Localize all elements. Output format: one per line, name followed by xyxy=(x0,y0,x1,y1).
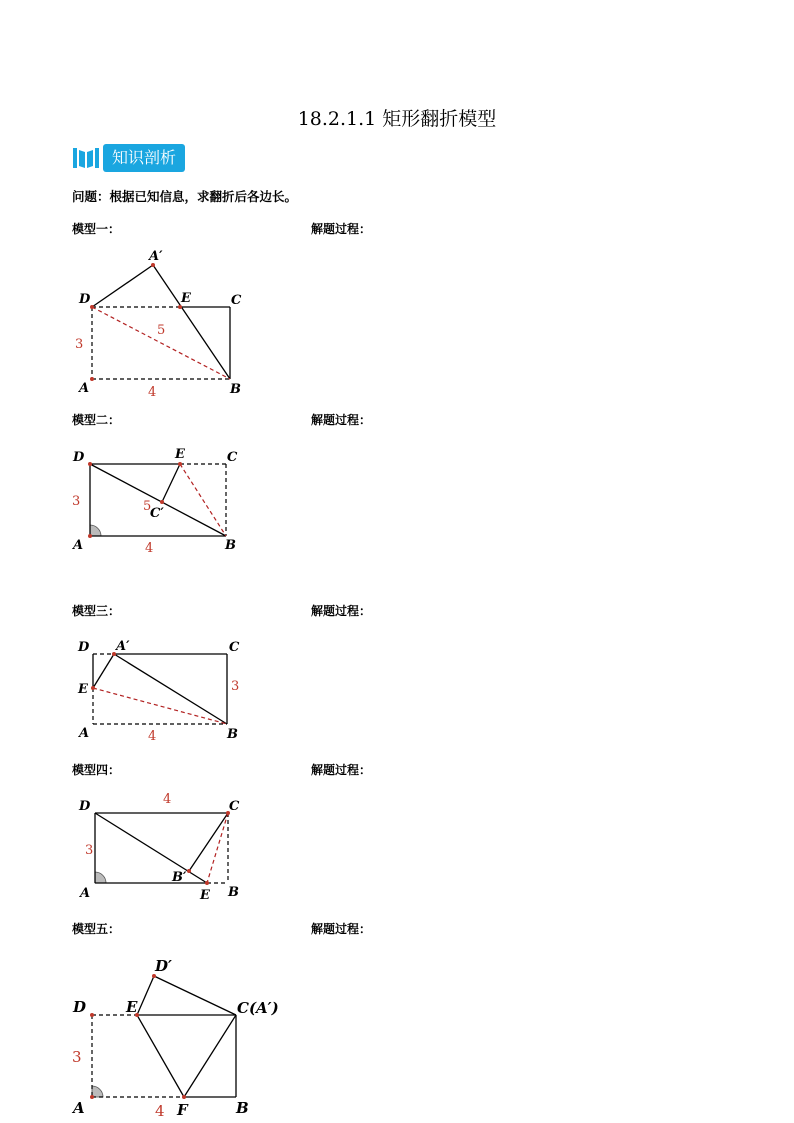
label-a: A xyxy=(73,1099,85,1117)
model-2-solution-label: 解题过程： xyxy=(311,413,372,427)
label-a: A xyxy=(73,538,84,553)
model-4-solution-label: 解题过程： xyxy=(311,763,372,777)
model-5-solution-label: 解题过程： xyxy=(311,922,372,936)
label-c: C(A′) xyxy=(237,999,279,1017)
label-c1: C′ xyxy=(150,506,164,521)
label-c: C xyxy=(229,799,240,814)
num-3: 3 xyxy=(72,494,81,509)
num-3: 3 xyxy=(72,1048,82,1066)
question-text: 问题：根据已知信息，求翻折后各边长。 xyxy=(72,189,298,204)
label-b1: B′ xyxy=(172,870,187,885)
label-e: E xyxy=(175,447,185,462)
model-4-label: 模型四： xyxy=(72,763,121,777)
fold-ef xyxy=(137,1015,184,1097)
label-d: D xyxy=(78,640,90,655)
label-e: E xyxy=(200,888,210,903)
num-5: 5 xyxy=(157,323,166,338)
num-4: 4 xyxy=(163,792,172,807)
num-3: 3 xyxy=(75,337,84,352)
label-c: C xyxy=(231,293,242,308)
model-1-label: 模型一： xyxy=(72,222,121,236)
label-d: D xyxy=(79,292,91,307)
label-a1: A′ xyxy=(116,639,130,654)
model-3-label: 模型三： xyxy=(72,604,121,618)
point-a xyxy=(90,1095,94,1099)
num-3: 3 xyxy=(231,679,240,694)
label-b: B xyxy=(230,382,241,397)
num-4: 4 xyxy=(155,1102,165,1120)
label-b: B xyxy=(236,1099,249,1117)
label-e: E xyxy=(181,291,191,306)
label-e: E xyxy=(126,998,138,1016)
label-a: A xyxy=(80,886,91,901)
label-d: D xyxy=(79,799,91,814)
label-b: B xyxy=(228,885,239,900)
label-b: B xyxy=(227,727,238,742)
label-e: E xyxy=(78,682,88,697)
num-3: 3 xyxy=(85,843,94,858)
edge-d1c xyxy=(154,976,236,1015)
label-c: C xyxy=(227,450,238,465)
label-b: B xyxy=(225,538,236,553)
right-angle-a xyxy=(92,1086,103,1097)
point-d xyxy=(90,1013,94,1017)
num-5: 5 xyxy=(143,499,152,514)
model-3-solution-label: 解题过程： xyxy=(311,604,372,618)
edge-ed1 xyxy=(137,976,154,1015)
num-4: 4 xyxy=(148,385,157,400)
label-d: D xyxy=(73,450,85,465)
model-5-label: 模型五： xyxy=(72,922,121,936)
label-c: C xyxy=(229,640,240,655)
model-1-solution-label: 解题过程： xyxy=(311,222,372,236)
num-4: 4 xyxy=(148,729,157,744)
banner-label: 知识剖析 xyxy=(103,144,185,172)
edge-fc xyxy=(184,1015,236,1097)
label-a1: A′ xyxy=(149,249,163,264)
label-a: A xyxy=(79,381,90,396)
page-title: 18.2.1.1 矩形翻折模型 xyxy=(297,108,497,130)
model-2-label: 模型二： xyxy=(72,413,121,427)
label-f: F xyxy=(177,1101,188,1119)
label-d: D xyxy=(73,998,87,1016)
label-a: A xyxy=(79,726,90,741)
num-4: 4 xyxy=(145,541,154,556)
point-f xyxy=(182,1095,186,1099)
label-d1: D′ xyxy=(155,957,172,975)
